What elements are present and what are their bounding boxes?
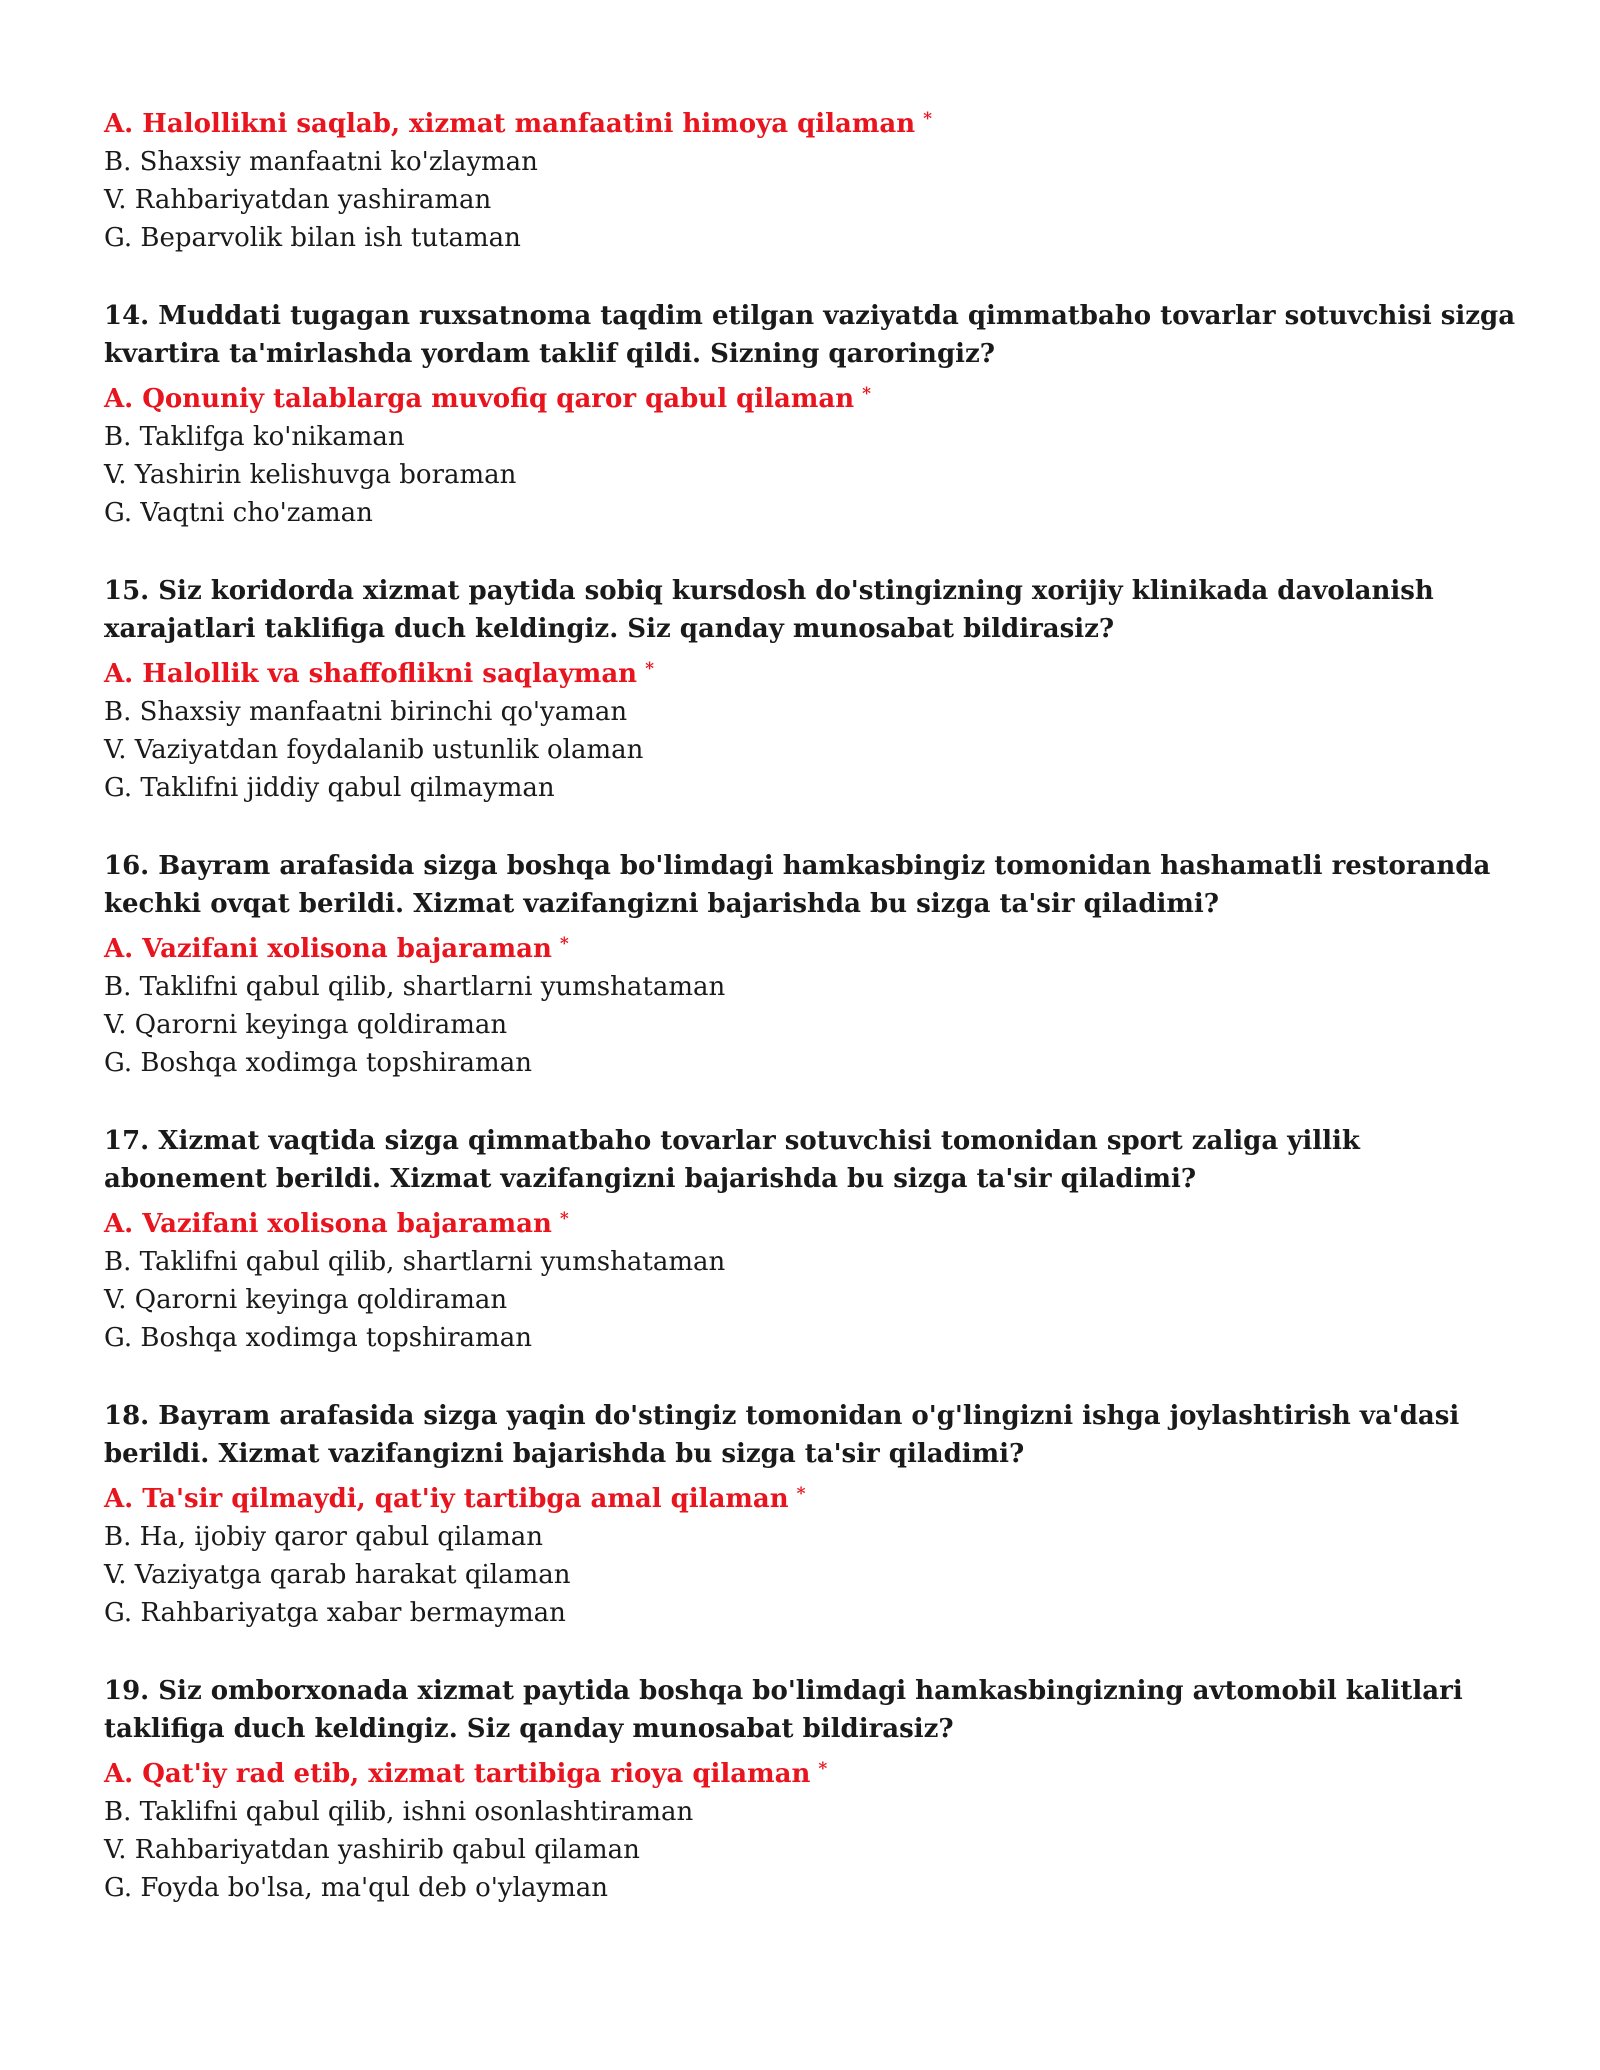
answer-option-b: B. Ha, ijobiy qaror qabul qilaman — [104, 1522, 543, 1552]
correct-marker: * — [862, 384, 872, 404]
question-text: 18. Bayram arafasida sizga yaqin do'stingiz tomonidan o'g'lingizni ishga joylashtirish va'dasi berildi. Xizmat vazifangizni bajarishda bu sizga ta'sir qiladimi? — [104, 1401, 1460, 1469]
question-text: 19. Siz omborxonada xizmat paytida boshqa bo'limdagi hamkasbingizning avtomobil kalitlari taklifiga duch keldingiz. Siz qanday munosabat bildirasiz? — [104, 1676, 1463, 1744]
answer-option-v: V. Vaziyatdan foydalanib ustunlik olaman — [104, 735, 644, 765]
answer-option-v: V. Yashirin kelishuvga boraman — [104, 460, 517, 490]
question-block-17 — [104, 1122, 1524, 1357]
answer-option-v: V. Vaziyatga qarab harakat qilaman — [104, 1560, 571, 1590]
question-text: 17. Xizmat vaqtida sizga qimmatbaho tovarlar sotuvchisi tomonidan sport zaliga yillik abonement berildi. Xizmat vazifangizni bajarishda bu sizga ta'sir qiladimi? — [104, 1126, 1360, 1194]
question-text: 15. Siz koridorda xizmat paytida sobiq kursdosh do'stingizning xorijiy klinikada davolanish xarajatlari taklifiga duch keldingiz. Siz qanday munosabat bildirasiz? — [104, 576, 1434, 644]
answer-option-v: V. Rahbariyatdan yashiraman — [104, 185, 492, 215]
question-block-16 — [104, 847, 1524, 1082]
correct-marker: * — [796, 1484, 806, 1504]
question-text: 16. Bayram arafasida sizga boshqa bo'limdagi hamkasbingiz tomonidan hashamatli restoranda kechki ovqat berildi. Xizmat vazifangizni bajarishda bu sizga ta'sir qiladimi? — [104, 851, 1491, 919]
answer-option-g: G. Boshqa xodimga topshiraman — [104, 1048, 532, 1078]
correct-answer: A. Ta'sir qilmaydi, qat'iy tartibga amal qilaman * — [104, 1484, 806, 1514]
correct-marker: * — [645, 659, 654, 679]
answer-option-b: B. Taklifni qabul qilib, shartlarni yumshataman — [104, 1247, 726, 1277]
answer-option-b: B. Shaxsiy manfaatni birinchi qo'yaman — [104, 697, 628, 727]
question-block-15 — [104, 572, 1524, 807]
question-text: 14. Muddati tugagan ruxsatnoma taqdim etilgan vaziyatda qimmatbaho tovarlar sotuvchisi sizga kvartira ta'mirlashda yordam taklif qildi. Sizning qaroringiz? — [104, 301, 1516, 369]
question-block-14 — [104, 297, 1524, 532]
answer-option-g: G. Vaqtni cho'zaman — [104, 498, 373, 528]
question-block-18 — [104, 1397, 1524, 1632]
answer-option-b: B. Shaxsiy manfaatni ko'zlayman — [104, 147, 538, 177]
answer-option-b: B. Taklifni qabul qilib, ishni osonlashtiraman — [104, 1797, 694, 1827]
question-block-19 — [104, 1672, 1524, 1907]
correct-answer: A. Qonuniy talablarga muvofiq qaror qabul qilaman * — [104, 384, 872, 414]
correct-answer: A. Qat'iy rad etib, xizmat tartibiga rioya qilaman * — [104, 1759, 828, 1789]
answer-option-g: G. Rahbariyatga xabar bermayman — [104, 1598, 566, 1628]
test-document — [104, 100, 1524, 1907]
answer-option-v: V. Qarorni keyinga qoldiraman — [104, 1285, 508, 1315]
correct-answer: A. Vazifani xolisona bajaraman * — [104, 1209, 569, 1239]
correct-answer: A. Vazifani xolisona bajaraman * — [104, 934, 569, 964]
correct-answer: A. Halollik va shaffoflikni saqlayman * — [104, 659, 654, 689]
answer-option-g: G. Boshqa xodimga topshiraman — [104, 1323, 532, 1353]
answer-option-b: B. Taklifga ko'nikaman — [104, 422, 405, 452]
answer-option-g: G. Taklifni jiddiy qabul qilmayman — [104, 773, 555, 803]
answer-option-g: G. Beparvolik bilan ish tutaman — [104, 223, 521, 253]
correct-marker: * — [818, 1759, 828, 1779]
answer-option-g: G. Foyda bo'lsa, ma'qul deb o'ylayman — [104, 1873, 608, 1903]
correct-marker: * — [923, 109, 933, 129]
correct-marker: * — [559, 934, 569, 954]
answer-option-v: V. Qarorni keyinga qoldiraman — [104, 1010, 508, 1040]
question-block-13 — [104, 100, 1524, 257]
correct-answer: A. Halollikni saqlab, xizmat manfaatini himoya qilaman * — [104, 109, 933, 139]
answer-option-b: B. Taklifni qabul qilib, shartlarni yumshataman — [104, 972, 726, 1002]
correct-marker: * — [559, 1209, 569, 1229]
answer-option-v: V. Rahbariyatdan yashirib qabul qilaman — [104, 1835, 640, 1865]
